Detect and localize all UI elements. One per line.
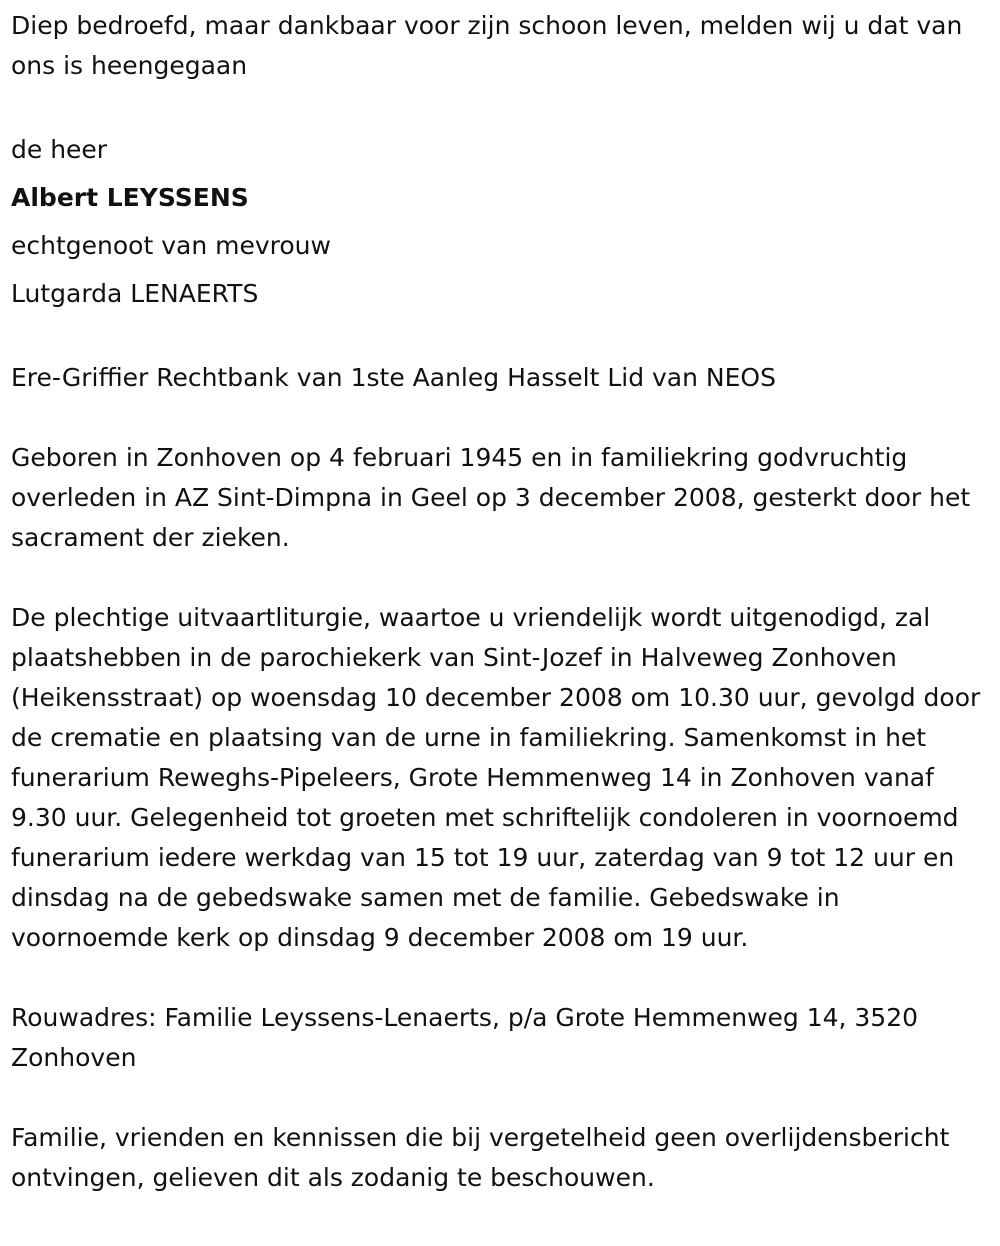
professional-title: Ere-Griffier Rechtbank van 1ste Aanleg Hasselt Lid van NEOS	[11, 363, 776, 392]
spouse-name: Lutgarda LENAERTS	[11, 279, 259, 308]
person-name: Albert LEYSSENS	[11, 183, 249, 212]
funeral-details: De plechtige uitvaartliturgie, waartoe u vriendelijk wordt uitgenodigd, zal plaatshebben in de parochiekerk van Sint-Jozef in Halveweg Zonhoven (Heikensstraat) op woensdag 10 december 2008 om 10.30 uur, gevolgd door de crematie en plaatsing van de urne in familiekring. Samenkomst in het funerarium Reweghs-Pipeleers, Grote Hemmenweg 14 in Zonhoven vanaf 9.30 uur. Gelegenheid tot groeten met schriftelijk condoleren in voornoemd funerarium iedere werkdag van 15 tot 19 uur, zaterdag van 9 tot 12 uur en dinsdag na de gebedswake samen met de familie. Gebedswake in voornoemde kerk op dinsdag 9 december 2008 om 19 uur.	[11, 603, 981, 952]
closing-note: Familie, vrienden en kennissen die bij vergetelheid geen overlijdensbericht ontvingen, gelieven dit als zodanig te beschouwen.	[11, 1123, 950, 1192]
intro-text: Diep bedroefd, maar dankbaar voor zijn schoon leven, melden wij u dat van ons is heengegaan	[11, 11, 963, 80]
spouse-label: echtgenoot van mevrouw	[11, 231, 331, 260]
obituary-document	[11, 6, 991, 1198]
person-prefix: de heer	[11, 135, 108, 164]
birth-death-text: Geboren in Zonhoven op 4 februari 1945 en in familiekring godvruchtig overleden in AZ Sint-Dimpna in Geel op 3 december 2008, gesterkt door het sacrament der zieken.	[11, 443, 971, 552]
person-block	[11, 126, 991, 318]
mourning-address: Rouwadres: Familie Leyssens-Lenaerts, p/a Grote Hemmenweg 14, 3520 Zonhoven	[11, 1003, 919, 1072]
